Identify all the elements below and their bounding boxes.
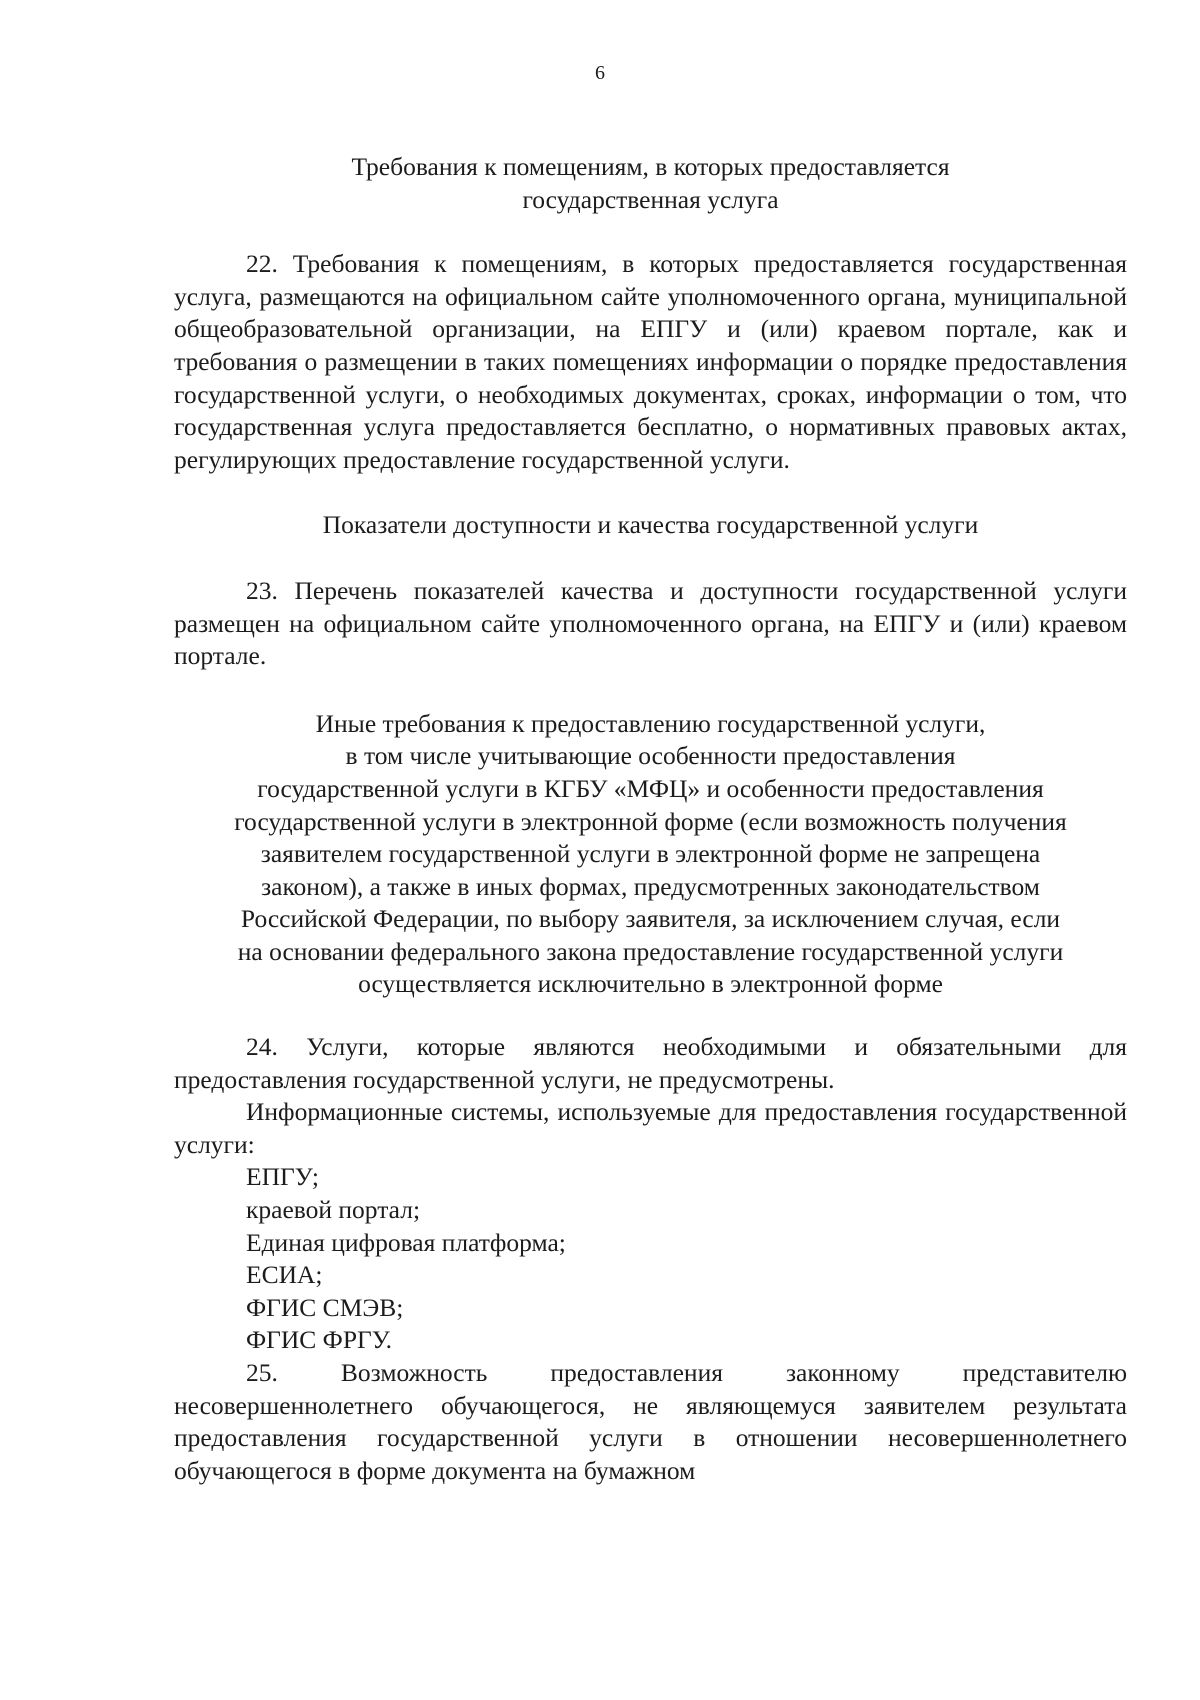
- heading-line: Требования к помещениям, в которых предоставляется: [351, 152, 950, 181]
- information-systems-list: [174, 1161, 1127, 1357]
- heading-line: законом), а также в иных формах, предусмотренных законодательством: [261, 871, 1040, 901]
- paragraph-24: 24. Услуги, которые являются необходимыми и обязательными для предоставления государственной услуги, не предусмотрены.: [174, 1032, 1127, 1094]
- heading-line: на основании федерального закона предоставление государственной услуги: [237, 936, 1064, 966]
- heading-line: государственной услуги в электронной форме (если возможность получения: [234, 806, 1067, 836]
- heading-line: государственной услуги в КГБУ «МФЦ» и особенности предоставления: [257, 773, 1044, 803]
- list-item: Единая цифровая платформа;: [246, 1227, 566, 1257]
- list-item: ЕСИА;: [246, 1260, 323, 1290]
- paragraph-25: 25. Возможность предоставления законному представителю несовершеннолетнего обучающегося, не являющемуся заявителем результата предоставления государственной услуги в отношении несовершеннолетнего обучающегося в форме документа на бумажном: [174, 1358, 1127, 1485]
- section-heading-indicators: Показатели доступности и качества государственной услуги: [322, 510, 979, 540]
- heading-line: Российской Федерации, по выбору заявителя, за исключением случая, если: [240, 904, 1061, 934]
- paragraph-22: 22. Требования к помещениям, в которых предоставляется государственная услуга, размещаются на официальном сайте уполномоченного органа, муниципальной общеобразовательной организации, на ЕПГУ и (или) краевом портале, как и требования о размещении в таких помещениях информации о порядке предоставления государственной услуги, о необходимых документах, сроках, информации о том, что государственная услуга предоставляется бесплатно, о нормативных правовых актах, регулирующих предоставление государственной услуги.: [174, 249, 1127, 474]
- list-item: ФГИС ФРГУ.: [246, 1325, 393, 1355]
- heading-line: Иные требования к предоставлению государственной услуги,: [315, 708, 986, 738]
- section-heading-premises: [174, 151, 1127, 216]
- paragraph-information-systems: Информационные системы, используемые для предоставления государственной услуги:: [174, 1097, 1127, 1159]
- list-item: ФГИС СМЭВ;: [246, 1292, 404, 1322]
- list-item: ЕПГУ;: [246, 1162, 319, 1192]
- paragraph-23: 23. Перечень показателей качества и доступности государственной услуги размещен на официальном сайте уполномоченного органа, на ЕПГУ и (или) краевом портале.: [174, 575, 1127, 671]
- heading-line: в том числе учитывающие особенности предоставления: [345, 741, 956, 771]
- list-item: краевой портал;: [246, 1195, 421, 1225]
- page-number: 6: [595, 62, 605, 84]
- heading-line: заявителем государственной услуги в электронной форме не запрещена: [260, 839, 1041, 869]
- document-body: [174, 151, 1127, 1487]
- section-heading-other-requirements: [174, 708, 1127, 1001]
- heading-line: осуществляется исключительно в электронной форме: [358, 969, 943, 999]
- heading-line: государственная услуга: [522, 184, 779, 214]
